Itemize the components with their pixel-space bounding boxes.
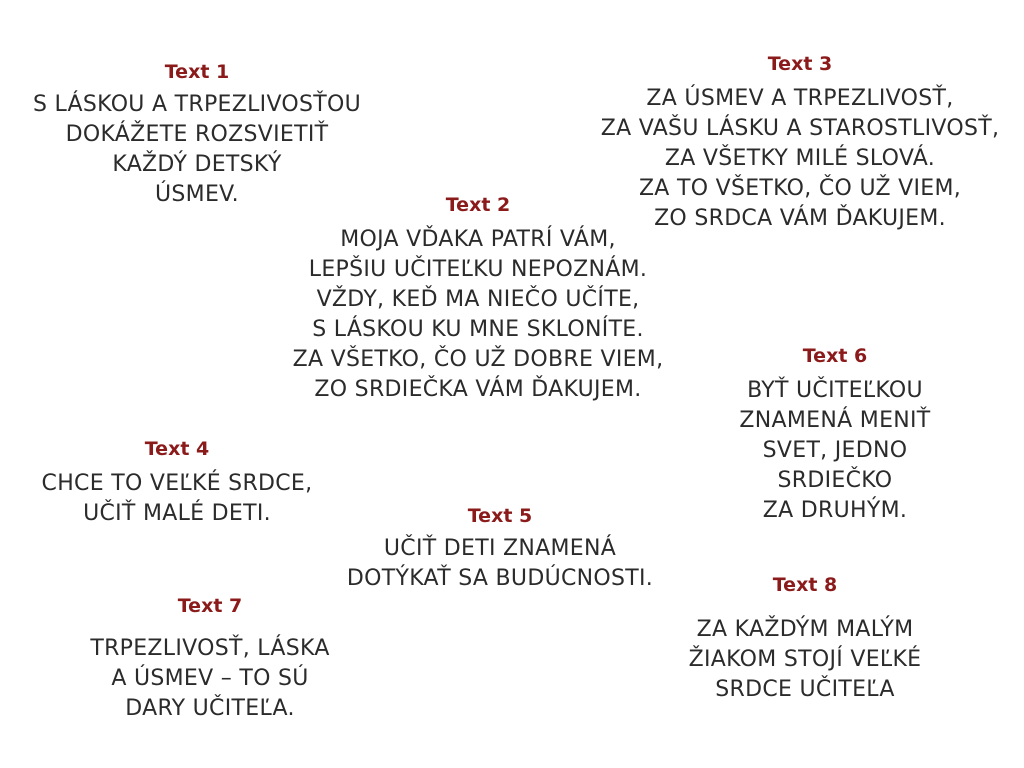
text-line: ŽIAKOM STOJÍ VEĽKÉ <box>688 647 922 672</box>
text-line: ZNAMENÁ MENIŤ <box>739 408 931 433</box>
text-line: ZA VŠETKY MILÉ SLOVÁ. <box>664 146 936 171</box>
text-line: ZA KAŽDÝM MALÝM <box>696 617 914 642</box>
text-line: MOJA VĎAKA PATRÍ VÁM, <box>340 227 616 252</box>
text-block-7 <box>70 594 350 724</box>
text-line: DOKÁŽETE ROZSVIETIŤ <box>65 122 329 147</box>
text-block-8 <box>660 573 950 705</box>
text-block-5 <box>330 504 670 594</box>
text-block-heading: Text 6 <box>802 345 868 367</box>
text-line: CHCE TO VEĽKÉ SRDCE, <box>41 471 313 496</box>
text-line: SRDCE UČITEĽA <box>715 677 895 702</box>
text-line: DARY UČITEĽA. <box>125 696 295 721</box>
text-block-heading: Text 3 <box>767 53 833 75</box>
text-line: S LÁSKOU A TRPEZLIVOSŤOU <box>32 92 362 117</box>
text-line: KAŽDÝ DETSKÝ <box>112 152 282 177</box>
text-line: UČIŤ MALÉ DETI. <box>83 501 271 526</box>
text-line: ZA VAŠU LÁSKU A STAROSTLIVOSŤ, <box>600 116 1000 141</box>
text-block-body <box>22 90 372 210</box>
text-line: ZA TO VŠETKO, ČO UŽ VIEM, <box>638 176 962 201</box>
text-line: S LÁSKOU KU MNE SKLONÍTE. <box>312 317 644 342</box>
text-block-heading: Text 2 <box>445 194 511 216</box>
text-block-heading: Text 5 <box>467 505 533 527</box>
text-block-4 <box>22 437 332 529</box>
text-line: ZO SRDIEČKA VÁM ĎAKUJEM. <box>314 377 642 402</box>
text-line: ZO SRDCA VÁM ĎAKUJEM. <box>654 206 946 231</box>
text-line: DOTÝKAŤ SA BUDÚCNOSTI. <box>346 566 654 591</box>
text-line: ZA DRUHÝM. <box>762 498 908 523</box>
text-line: ZA VŠETKO, ČO UŽ DOBRE VIEM, <box>292 347 664 372</box>
text-block-heading: Text 1 <box>164 61 230 83</box>
text-block-body <box>70 634 350 724</box>
text-block-body <box>660 615 950 705</box>
text-block-body <box>22 469 332 529</box>
text-line: VŽDY, KEĎ MA NIEČO UČÍTE, <box>316 287 640 312</box>
text-block-6 <box>700 344 970 526</box>
text-line: A ÚSMEV – TO SÚ <box>111 666 309 691</box>
text-line: TRPEZLIVOSŤ, LÁSKA <box>90 636 330 661</box>
text-line: BYŤ UČITEĽKOU <box>747 378 923 403</box>
text-line: SRDIEČKO <box>777 468 893 493</box>
text-block-heading: Text 7 <box>177 595 243 617</box>
text-block-3 <box>590 52 1010 234</box>
text-line: SVET, JEDNO <box>762 438 908 463</box>
text-line: LEPŠIU UČITEĽKU NEPOZNÁM. <box>308 257 648 282</box>
text-block-body <box>330 534 670 594</box>
text-block-body <box>590 84 1010 234</box>
text-block-1 <box>22 60 372 210</box>
text-line: ÚSMEV. <box>155 182 239 207</box>
text-block-body <box>268 225 688 405</box>
text-block-body <box>700 376 970 526</box>
text-line: ZA ÚSMEV A TRPEZLIVOSŤ, <box>646 86 954 111</box>
text-line: UČIŤ DETI ZNAMENÁ <box>383 536 617 561</box>
text-block-heading: Text 8 <box>772 574 838 596</box>
text-block-heading: Text 4 <box>144 438 210 460</box>
